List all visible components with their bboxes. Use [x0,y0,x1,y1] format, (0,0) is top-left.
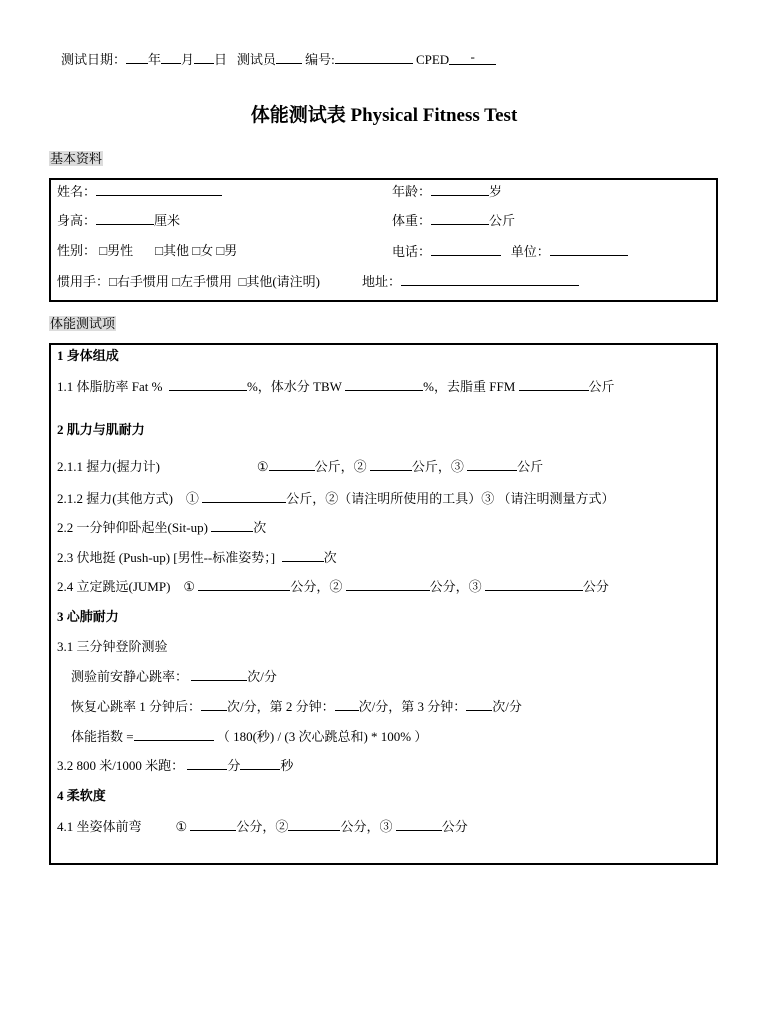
ffm-field[interactable] [519,378,589,391]
sex-row [57,243,237,259]
basic-heading: 基本资料 [50,151,103,166]
fitness-index-formula: （ 180(秒) / (3 次心跳总和) * 100% ） [216,729,428,744]
address-label: 地址： [362,274,402,289]
recovery-hr-row [71,698,522,715]
situp-row [57,519,266,536]
jump-row [57,578,609,595]
sit-reach-field-3[interactable] [396,818,442,831]
recovery-hr-min2-field[interactable] [335,698,359,711]
recovery-hr-min1-label: 恢复心跳率 1 分钟后： [71,699,202,714]
grip-field-1[interactable] [269,458,315,471]
section-2-title: 2 肌力与肌耐力 [57,422,145,437]
section-4-title: 4 柔软度 [57,788,106,803]
ffm-label: %，去脂重 FFM [423,379,516,394]
name-label: 姓名： [57,184,97,199]
sit-reach-label: 4.1 坐姿体前弯 [57,819,142,834]
section-1-title: 1 身体组成 [57,348,119,363]
code-dash: - [470,49,475,64]
jump-unit-1: 公分，② [290,579,343,594]
fitness-index-label: 体能指数 = [71,729,134,744]
sit-reach-mark-1: ① [175,819,188,834]
tbw-field[interactable] [345,378,423,391]
hand-label: 惯用手： [57,274,110,289]
grip-other-row [57,490,614,507]
resting-hr-field[interactable] [191,668,247,681]
sit-reach-unit-1: 公分，② [236,819,289,834]
recovery-hr-min2-label: 次/分，第 2 分钟： [227,699,335,714]
date-label: 测试日期： [61,52,127,67]
phone-row [392,243,628,260]
jump-unit-2: 公分，③ [429,579,482,594]
jump-field-1[interactable] [198,578,290,591]
grip-other-tool-note: （请注明所使用的工具）③ [338,491,495,506]
recovery-hr-min3-label: 次/分，第 3 分钟： [358,699,467,714]
run-seconds-field[interactable] [240,757,280,770]
id-field[interactable] [335,51,413,64]
hand-option-other[interactable]: □其他(请注明) [238,274,320,289]
weight-label: 体重： [392,213,432,228]
height-unit: 厘米 [154,213,181,228]
tester-field[interactable] [276,51,302,64]
weight-unit: 公斤 [489,213,516,228]
name-field[interactable] [96,183,222,196]
pushup-label: 2.3 伏地挺 (Push-up) [男性--标准姿势；] [57,550,276,565]
year-field[interactable] [126,51,148,64]
age-label: 年龄： [392,184,432,199]
recovery-hr-min3-field[interactable] [466,698,492,711]
grip-field-3[interactable] [467,458,517,471]
pushup-unit: 次 [323,550,337,565]
fat-label: 1.1 体脂肪率 Fat % [57,379,163,394]
tests-box [49,343,718,865]
name-row [57,183,222,200]
year-label: 年 [148,52,162,67]
title-en: Physical Fitness Test [350,105,518,126]
run-minutes-unit: 分 [227,758,241,773]
title-cn: 体能测试表 [250,105,346,126]
body-composition-row [57,378,615,395]
code-label: CPED [415,52,450,67]
grip-field-2[interactable] [370,458,412,471]
step-test-title: 3.1 三分钟登阶测验 [57,639,168,654]
resting-hr-row [71,668,277,685]
grip-other-field-1[interactable] [202,490,286,503]
age-field[interactable] [431,183,489,196]
resting-hr-unit: 次/分 [247,669,277,684]
grip-other-method-note: （请注明测量方式） [497,491,615,506]
grip-dynamometer-row [57,458,543,475]
sex-option-female[interactable]: □女 [192,243,214,258]
run-label: 3.2 800 米/1000 米跑： [57,758,185,773]
hand-row [57,273,579,290]
run-minutes-field[interactable] [187,757,227,770]
pushup-field[interactable] [282,549,324,562]
run-row [57,757,293,774]
age-row [392,183,502,200]
tbw-label: %，体水分 TBW [246,379,342,394]
weight-field[interactable] [431,212,489,225]
fitness-index-row [71,728,427,745]
sit-reach-field-2[interactable] [288,818,340,831]
sex-option-male-identity[interactable]: □男性 [99,243,134,258]
resting-hr-label: 测验前安静心跳率： [71,669,189,684]
recovery-hr-unit: 次/分 [492,699,522,714]
header-line [61,51,496,68]
day-field[interactable] [194,51,214,64]
jump-field-3[interactable] [485,578,583,591]
sex-label: 性别： [57,243,97,258]
tests-heading: 体能测试项 [50,316,116,331]
grip-mark-1: ① [256,459,269,474]
grip-unit-2: 公斤，③ [411,459,464,474]
sit-reach-row [57,818,468,835]
section-3-title: 3 心肺耐力 [57,609,119,624]
jump-mark-1: ① [183,579,196,594]
page-title [0,104,768,128]
sex-option-male[interactable]: □男 [216,243,238,258]
jump-label: 2.4 立定跳远(JUMP) [57,579,171,594]
height-field[interactable] [96,212,154,225]
situp-field[interactable] [211,519,253,532]
hand-option-right[interactable]: □右手惯用 [109,274,169,289]
pushup-row [57,549,337,566]
height-row [57,212,180,229]
unit-label: 单位： [510,244,550,259]
id-label: 编号: [305,52,335,67]
fat-field[interactable] [169,378,247,391]
month-field[interactable] [161,51,181,64]
recovery-hr-min1-field[interactable] [201,698,227,711]
jump-unit-3: 公分 [582,579,609,594]
sit-reach-unit-2: 公分，③ [340,819,393,834]
grip-other-label: 2.1.2 握力(其他方式) [57,491,173,506]
sex-option-other[interactable]: □其他 [155,243,189,258]
age-unit: 岁 [489,184,503,199]
grip-dynamometer-label: 2.1.1 握力(握力计) [57,459,160,474]
grip-unit-3: 公斤 [517,459,544,474]
hand-option-left[interactable]: □左手惯用 [172,274,232,289]
jump-field-2[interactable] [346,578,430,591]
phone-field[interactable] [431,243,501,256]
sit-reach-unit-3: 公分 [441,819,468,834]
month-label: 月 [181,52,195,67]
weight-row [392,212,515,229]
fitness-index-field[interactable] [134,728,214,741]
situp-unit: 次 [253,520,267,535]
address-field[interactable] [401,273,579,286]
phone-label: 电话： [392,244,432,259]
unit-field[interactable] [550,243,628,256]
ffm-unit: 公斤 [588,379,615,394]
sit-reach-field-1[interactable] [190,818,236,831]
tester-label: 测试员 [236,52,276,67]
height-label: 身高： [57,213,97,228]
run-seconds-unit: 秒 [280,758,294,773]
grip-unit-1: 公斤，② [314,459,367,474]
day-label: 日 [214,52,228,67]
code-field[interactable] [449,49,496,65]
situp-label: 2.2 一分钟仰卧起坐(Sit-up) [57,520,208,535]
grip-other-unit-1: 公斤，② [286,491,339,506]
grip-other-mark-1: ① [185,491,199,506]
